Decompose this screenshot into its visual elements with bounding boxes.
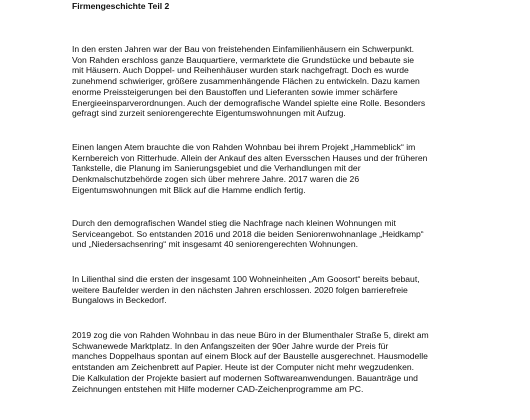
document-title: Firmengeschichte Teil 2 xyxy=(72,1,170,11)
paragraph-line: Serviceangebot. So entstanden 2016 und 2018 die beiden Seniorenwohnanlage „Heidkamp“ xyxy=(72,228,424,239)
paragraph-line: Zeichnungen entstehen mit Hilfe moderner CAD-Zeichenprogramme am PC. xyxy=(72,383,364,394)
paragraph-line: Schwanewede Marktplatz. In den Anfangszeiten der 90er Jahre wurde der Preis für xyxy=(72,340,389,351)
paragraph-line: In den ersten Jahren war der Bau von freistehenden Einfamilienhäusern ein Schwerpunkt. xyxy=(72,44,415,54)
paragraph-hammeblick xyxy=(72,142,427,196)
paragraph-line: Bungalows in Beckedorf. xyxy=(72,295,167,306)
paragraph-line: Die Kalkulation der Projekte basiert auf modernen Softwareanwendungen. Bauanträge und xyxy=(72,372,418,383)
paragraph-line: enorme Preissteigerungen bei den Baustoffen und Lieferanten sowie immer schärfere xyxy=(72,86,398,97)
paragraph-line: 2019 zog die von Rahden Wohnbau in das neue Büro in der Blumenthaler Straße 5, direkt am xyxy=(72,330,429,340)
paragraph-line: mit Häusern. Auch Doppel- und Reihenhäuser wurden stark nachgefragt. Doch es wurde xyxy=(72,65,409,76)
paragraph-senior-housing xyxy=(72,218,424,250)
paragraph-line: Eigentumswohnungen mit Blick auf die Hamme endlich fertig. xyxy=(72,184,306,195)
paragraph-line: In Lilienthal sind die ersten der insgesamt 100 Wohneinheiten „Am Goosort“ bereits bebaut, xyxy=(72,274,420,284)
paragraph-line: und „Niedersachsenring“ mit insgesamt 40 seniorengerechten Wohnungen. xyxy=(72,239,358,250)
paragraph-line: Energieeinsparverordnungen. Auch der demografische Wandel spielte eine Rolle. Besonders xyxy=(72,97,426,108)
paragraph-line: entstanden am Zeichenbrett auf Papier. Heute ist der Computer nicht mehr wegzudenken. xyxy=(72,362,415,373)
paragraph-line: weitere Baufelder werden in den nächsten Jahren erschlossen. 2020 folgen barrierefreie xyxy=(72,284,408,295)
paragraph-line: Kernbereich von Ritterhude. Allein der Ankauf des alten Eversschen Hauses und der früheren xyxy=(72,152,428,163)
paragraph-lilienthal xyxy=(72,274,420,306)
paragraph-line: Tankstelle, die Planung im Sanierungsgebiet und die Verhandlungen mit der xyxy=(72,163,361,174)
paragraph-line: zunehmend schwieriger, größere zusammenhängende Flächen zu entwickeln. Dazu kamen xyxy=(72,76,420,87)
paragraph-new-office xyxy=(72,330,429,394)
paragraph-early-years xyxy=(72,44,425,119)
paragraph-line: Von Rahden erschloss ganze Bauquartiere, vermarktete die Grundstücke und bebaute sie xyxy=(72,54,415,65)
paragraph-line: gefragt sind zurzeit seniorengerechte Eigentumswohnungen mit Aufzug. xyxy=(72,108,346,119)
paragraph-line: Durch den demografischen Wandel stieg die Nachfrage nach kleinen Wohnungen mit xyxy=(72,218,396,228)
paragraph-line: Denkmalschutzbehörde zogen sich über mehrere Jahre. 2017 waren die 26 xyxy=(72,174,360,185)
paragraph-line: manches Doppelhaus spontan auf einem Block auf der Baustelle ausgerechnet. Hausmodelle xyxy=(72,351,428,362)
paragraph-line: Einen langen Atem brauchte die von Rahden Wohnbau bei ihrem Projekt „Hammeblick“ im xyxy=(72,142,416,152)
